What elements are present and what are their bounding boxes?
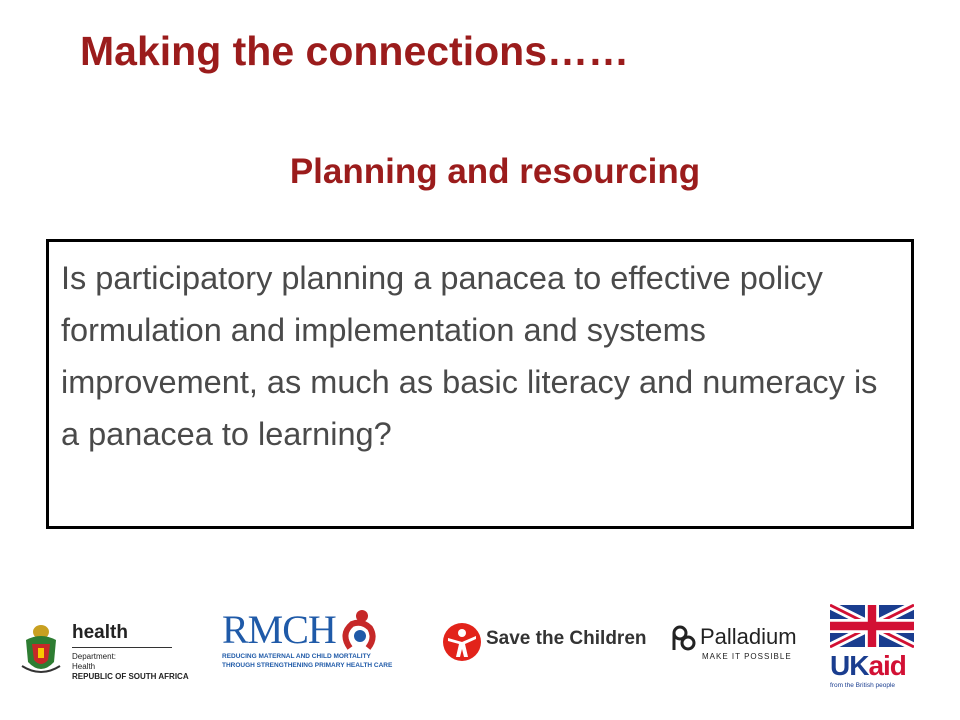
coat-of-arms-icon: [18, 622, 64, 678]
health-name: health: [72, 622, 128, 643]
health-country: REPUBLIC OF SOUTH AFRICA: [72, 672, 189, 681]
child-figure-icon: [442, 622, 482, 662]
palladium-tagline: MAKE IT POSSIBLE: [702, 652, 792, 661]
health-dept: [72, 652, 116, 672]
health-dept-line1: Department:: [72, 652, 117, 661]
ukaid-aid: aid: [868, 650, 906, 681]
ukaid-logo: [826, 604, 922, 694]
rmch-logo: [220, 606, 393, 676]
rmch-tagline-line2: THROUGH STRENGTHENING PRIMARY HEALTH CARE: [222, 662, 393, 669]
question-box: [46, 239, 914, 529]
palladium-mark-icon: [668, 622, 700, 656]
ukaid-name: [830, 650, 906, 682]
question-text: Is participatory planning a panacea to effective policy formulation and implementation and systems improvement, as much as basic literacy and numeracy is a panacea to learning?: [61, 260, 878, 452]
partner-logos: [0, 590, 960, 700]
divider: [72, 647, 172, 648]
union-flag-icon: [830, 604, 914, 648]
slide-title: Making the connections……: [80, 28, 629, 74]
health-logo: [18, 620, 189, 681]
rmch-name: RMCH: [222, 607, 336, 652]
rmch-tagline-line1: REDUCING MATERNAL AND CHILD MORTALITY: [222, 653, 371, 660]
save-the-children-name: Save the Children: [486, 628, 647, 649]
save-the-children-logo: [440, 618, 650, 668]
ukaid-tagline: from the British people: [830, 682, 896, 689]
ukaid-uk: UK: [830, 650, 869, 681]
rmch-tagline: [222, 652, 392, 670]
slide-subtitle: Planning and resourcing: [289, 152, 701, 191]
health-dept-line2: Health: [72, 662, 96, 671]
mother-child-icon: [338, 608, 378, 652]
palladium-logo: [666, 618, 796, 670]
palladium-name: Palladium: [700, 624, 797, 649]
